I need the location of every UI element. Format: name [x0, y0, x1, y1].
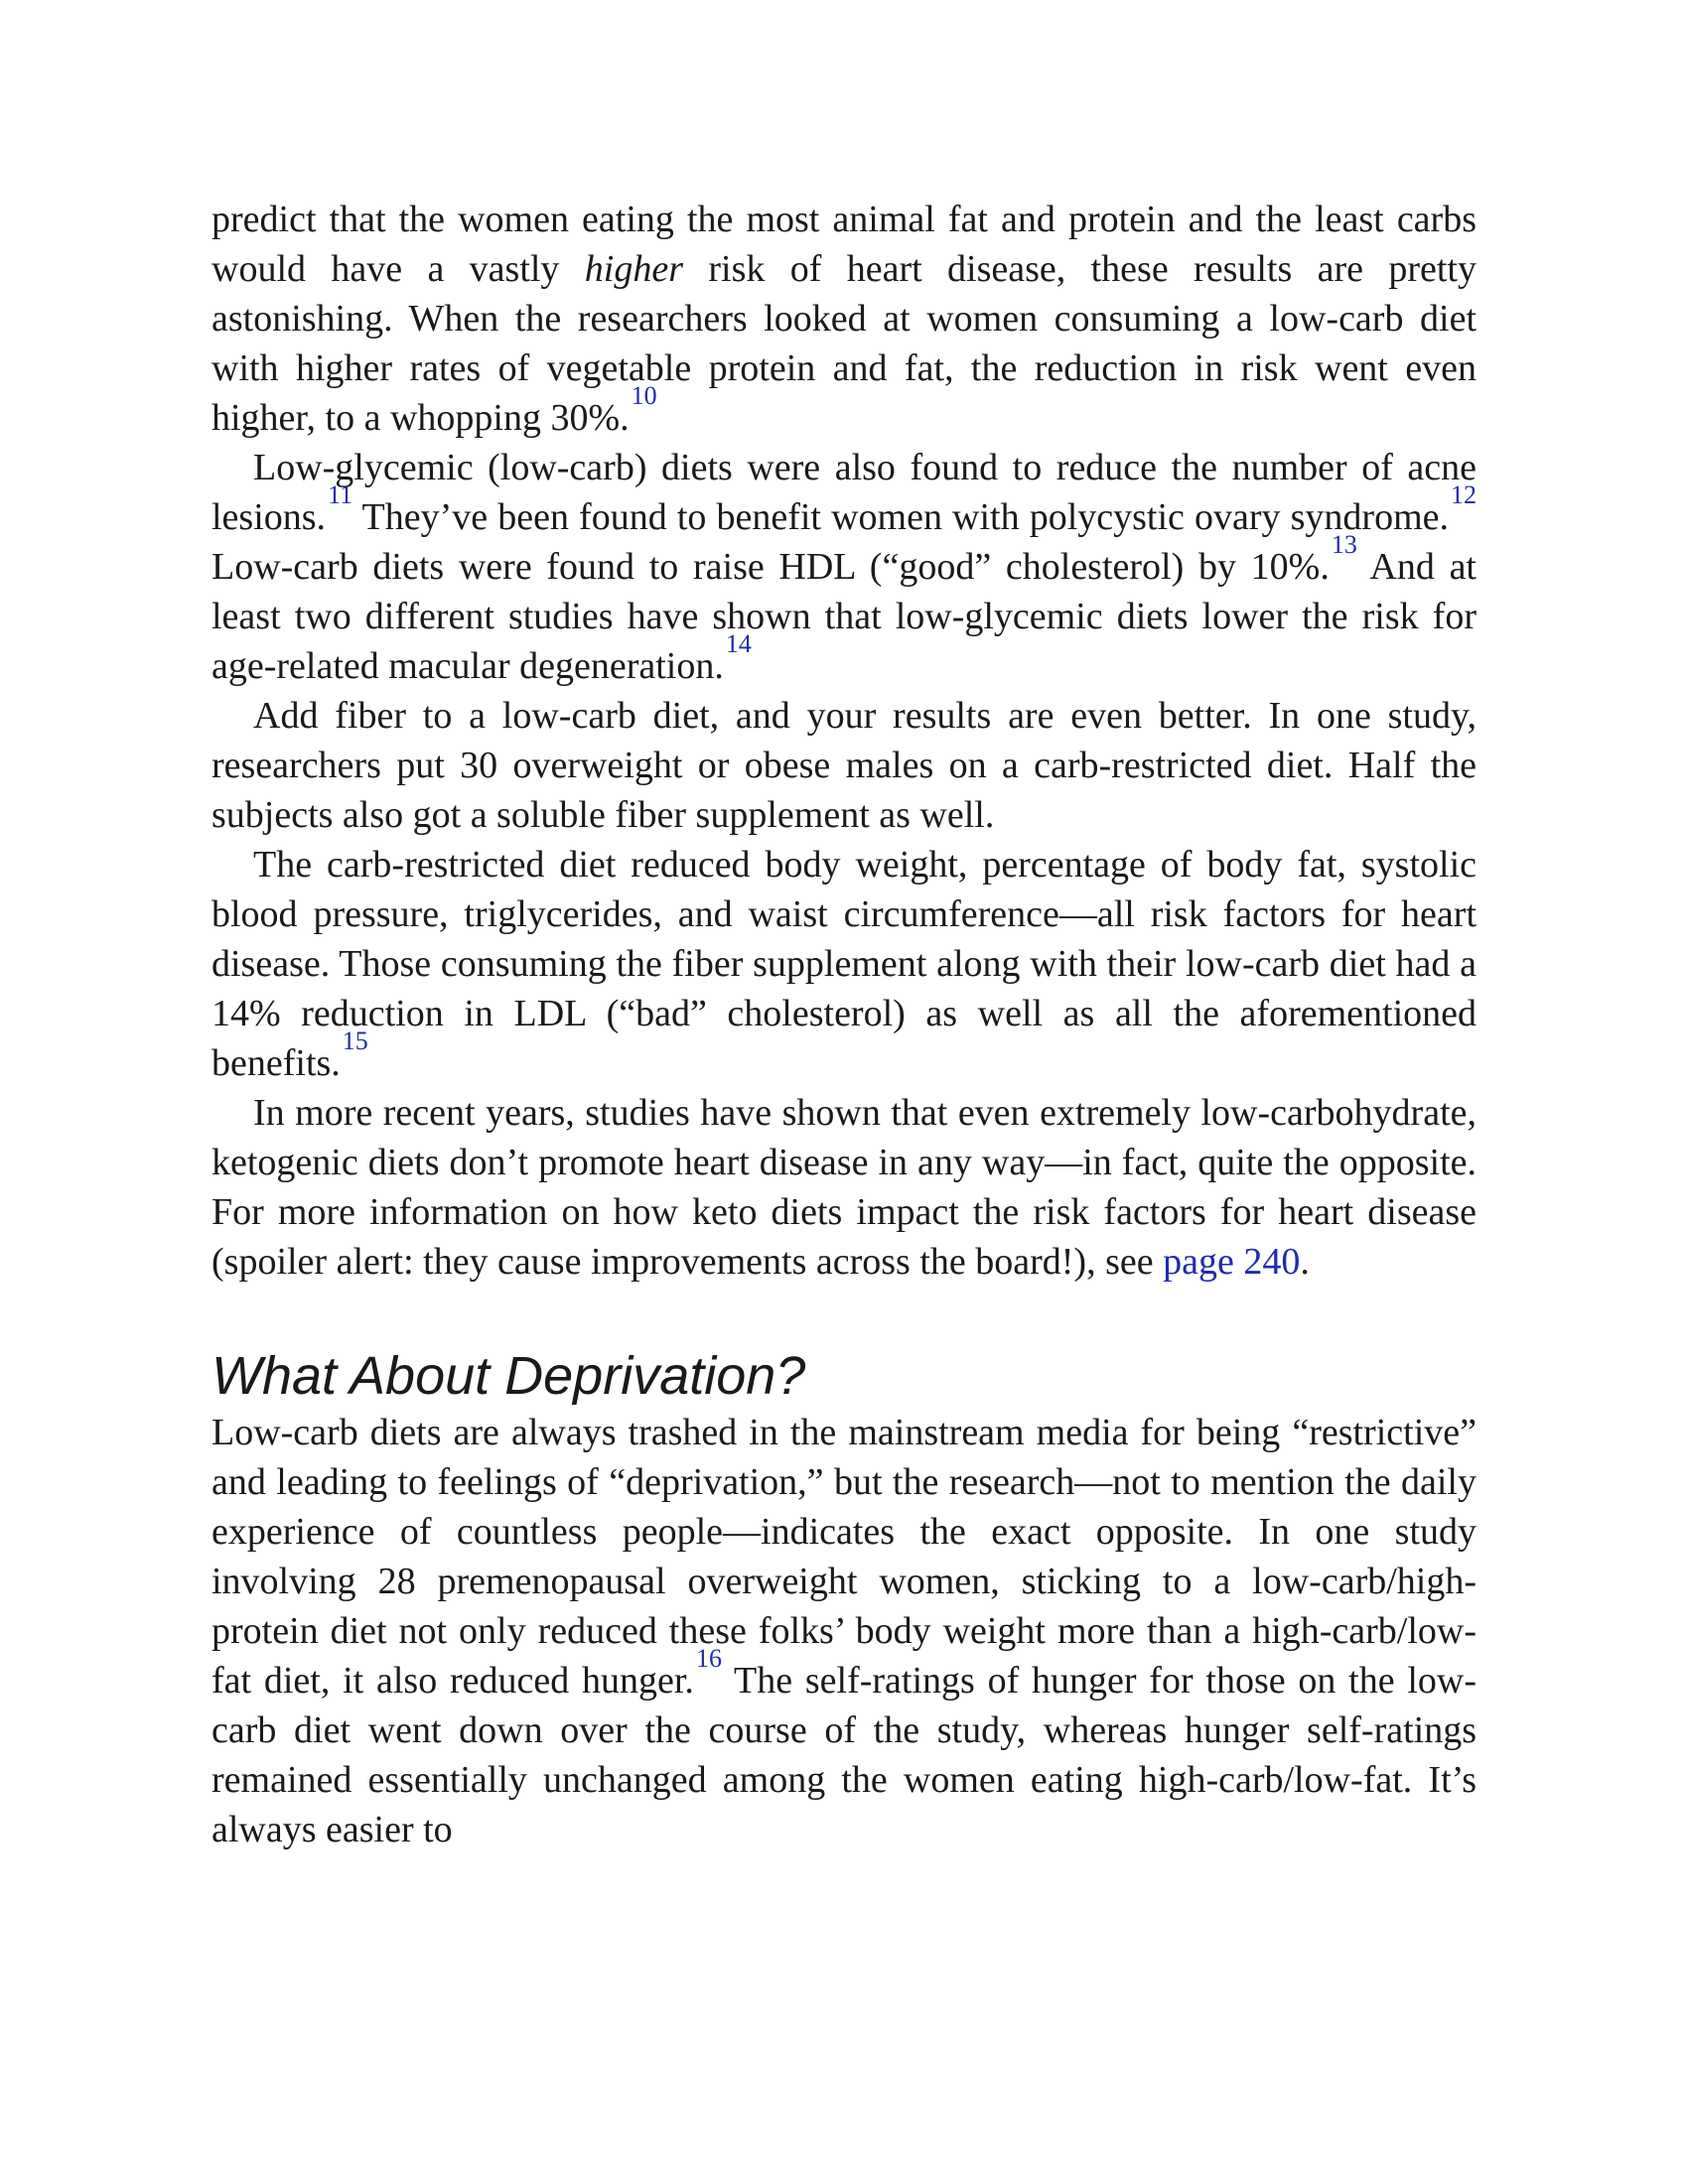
document-page [211, 195, 1477, 1854]
paragraph-carb-restricted [211, 840, 1477, 1088]
text-segment: They’ve been found to benefit women with polycystic ovary syndrome. [352, 496, 1449, 538]
footnote-link-14[interactable]: 14 [725, 629, 752, 659]
text-segment: Low-carb diets were found to raise HDL (“good” cholesterol) by 10%. [211, 546, 1330, 588]
text-segment: Low-carb diets are always trashed in the mainstream media for being “restrictive” and leading to feelings of “deprivation,” but the research—not to mention the daily experience of countless people—indicates the exact opposite. In one study involving 28 premenopausal overweight women, sticking to a low-carb/high-protein diet not only reduced these folks’ body weight more than a high-carb/low-fat diet, it also reduced hunger. [211, 1412, 1477, 1702]
page-240-link[interactable]: page 240 [1163, 1241, 1301, 1283]
footnote-link-12[interactable]: 12 [1451, 480, 1477, 510]
text-segment: And at least two different studies have shown that low-glycemic diets lower the risk for age-related macular degeneration. [211, 546, 1477, 687]
footnote-link-11[interactable]: 11 [328, 480, 353, 510]
text-segment: The carb-restricted diet reduced body weight, percentage of body fat, systolic blood pressure, triglycerides, and waist circumference—all risk factors for heart disease. Those consuming the fiber supplement along with their low-carb diet had a 14% reduction in LDL (“bad” cholesterol) as well as all the aforementioned benefits. [211, 844, 1477, 1084]
paragraph-deprivation [211, 1408, 1477, 1854]
footnote-link-15[interactable]: 15 [342, 1026, 368, 1056]
section-heading: What About Deprivation? [211, 1346, 806, 1406]
text-segment: predict that the women eating the most animal fat and protein and the least carbs would have a vastly [211, 199, 1477, 290]
emphasis-text: higher [584, 248, 684, 290]
footnote-link-13[interactable]: 13 [1331, 530, 1357, 560]
paragraph-fiber [211, 691, 1477, 840]
paragraph-continued [211, 195, 1477, 443]
footnote-link-16[interactable]: 16 [695, 1644, 722, 1674]
text-segment: risk of heart disease, these results are pretty astonishing. When the researchers looked at women consuming a low-carb diet with higher rates of vegetable protein and fat, the reduction in risk went even higher, to a whopping 30%. [211, 248, 1477, 439]
text-segment: Low-glycemic (low-carb) diets were also found to reduce the number of acne lesions. [211, 447, 1477, 538]
text-segment: In more recent years, studies have shown that even extremely low-carbohydrate, ketogenic diets don’t promote heart disease in any way—in fact, quite the opposite. For more information on how keto diets impact the risk factors for heart disease (spoiler alert: they cause improvements across the board!), see [211, 1092, 1477, 1283]
paragraph-low-glycemic [211, 443, 1477, 691]
paragraph-ketogenic [211, 1088, 1477, 1287]
text-segment: . [1300, 1241, 1310, 1283]
footnote-link-10[interactable]: 10 [631, 381, 657, 411]
text-segment: The self-ratings of hunger for those on the low-carb diet went down over the course of the study, whereas hunger self-ratings remained essentially unchanged among the women eating high-carb/low-fat. It’s always easier to [211, 1660, 1477, 1850]
text-segment: Add fiber to a low-carb diet, and your results are even better. In one study, researchers put 30 overweight or obese males on a carb-restricted diet. Half the subjects also got a soluble fiber supplement as well. [211, 695, 1477, 836]
